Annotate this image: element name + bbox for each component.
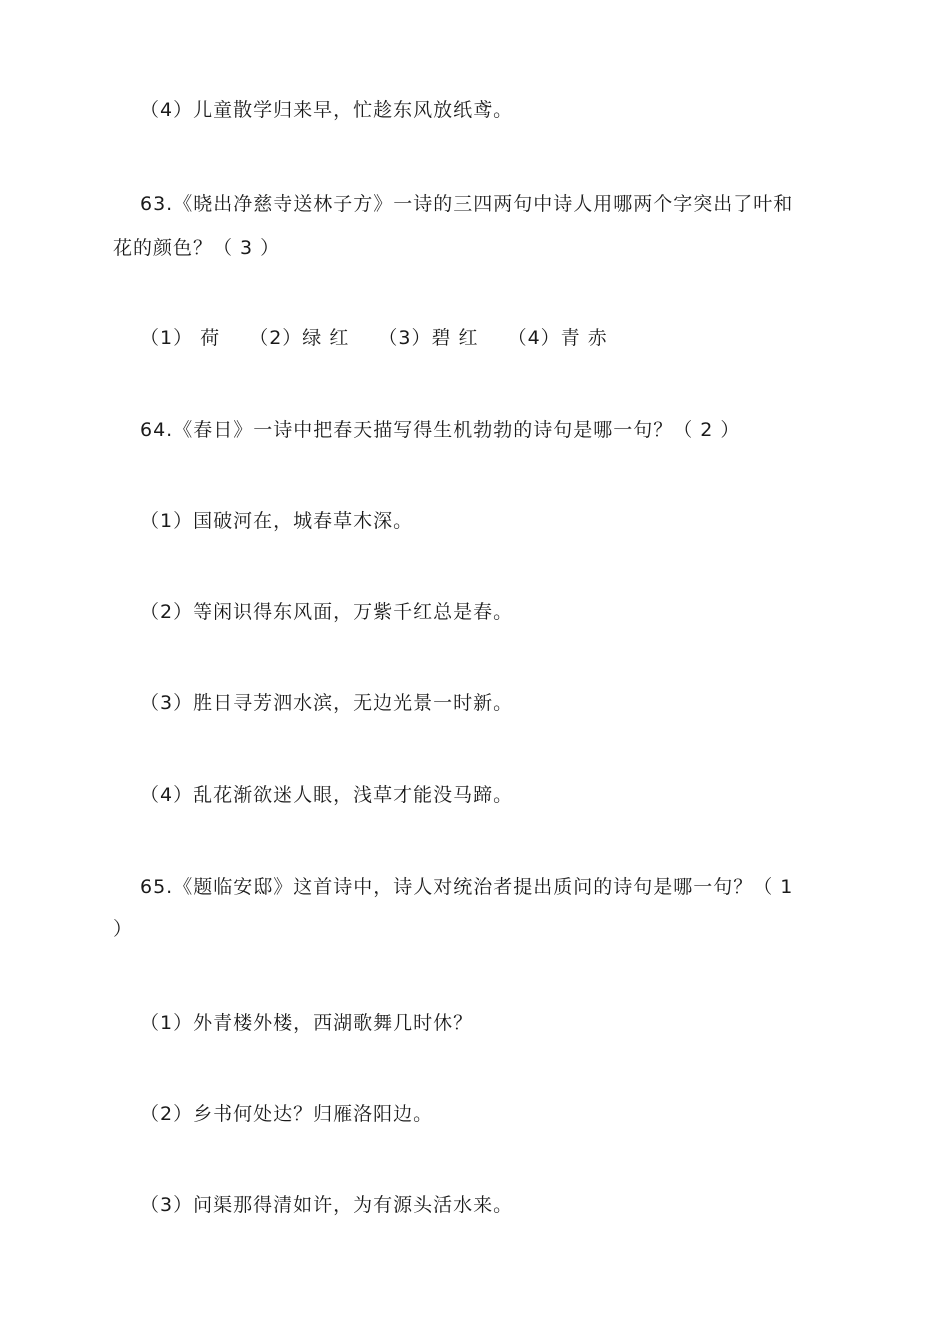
q65-option-3: （3）问渠那得清如许，为有源头活水来。 [140,1194,514,1216]
q63-stem-line-2: 花的颜色？（ 3 ） [113,237,281,259]
q63-options [140,326,630,350]
q64-option-4: （4）乱花渐欲迷人眼，浅草才能没马蹄。 [140,784,514,806]
q62-option-4: （4）儿童散学归来早，忙趁东风放纸鸢。 [140,99,514,121]
q63-stem-line-1: 63.《晓出净慈寺送林子方》一诗的三四两句中诗人用哪两个字突出了叶和 [140,193,794,215]
q65-stem-line-1: 65.《题临安邸》这首诗中，诗人对统治者提出质问的诗句是哪一句？（ 1 [140,876,794,898]
q64-option-2: （2）等闲识得东风面，万紫千红总是春。 [140,601,514,623]
q65-stem-line-2: ） [113,918,134,940]
q64-stem: 64.《春日》一诗中把春天描写得生机勃勃的诗句是哪一句？（ 2 ） [140,419,741,441]
q65-option-2: （2）乡书何处达？归雁洛阳边。 [140,1103,434,1125]
q63-option-3: （3）碧 红 [378,327,479,349]
q65-option-1: （1）外青楼外楼，西湖歌舞几时休？ [140,1012,474,1034]
q63-option-4: （4）青 赤 [507,327,608,349]
q63-option-2: （2）绿 红 [249,327,350,349]
q63-option-1: （1） 荷 [140,327,221,349]
q64-option-1: （1）国破河在，城春草木深。 [140,510,414,532]
q64-option-3: （3）胜日寻芳泗水滨，无边光景一时新。 [140,692,514,714]
